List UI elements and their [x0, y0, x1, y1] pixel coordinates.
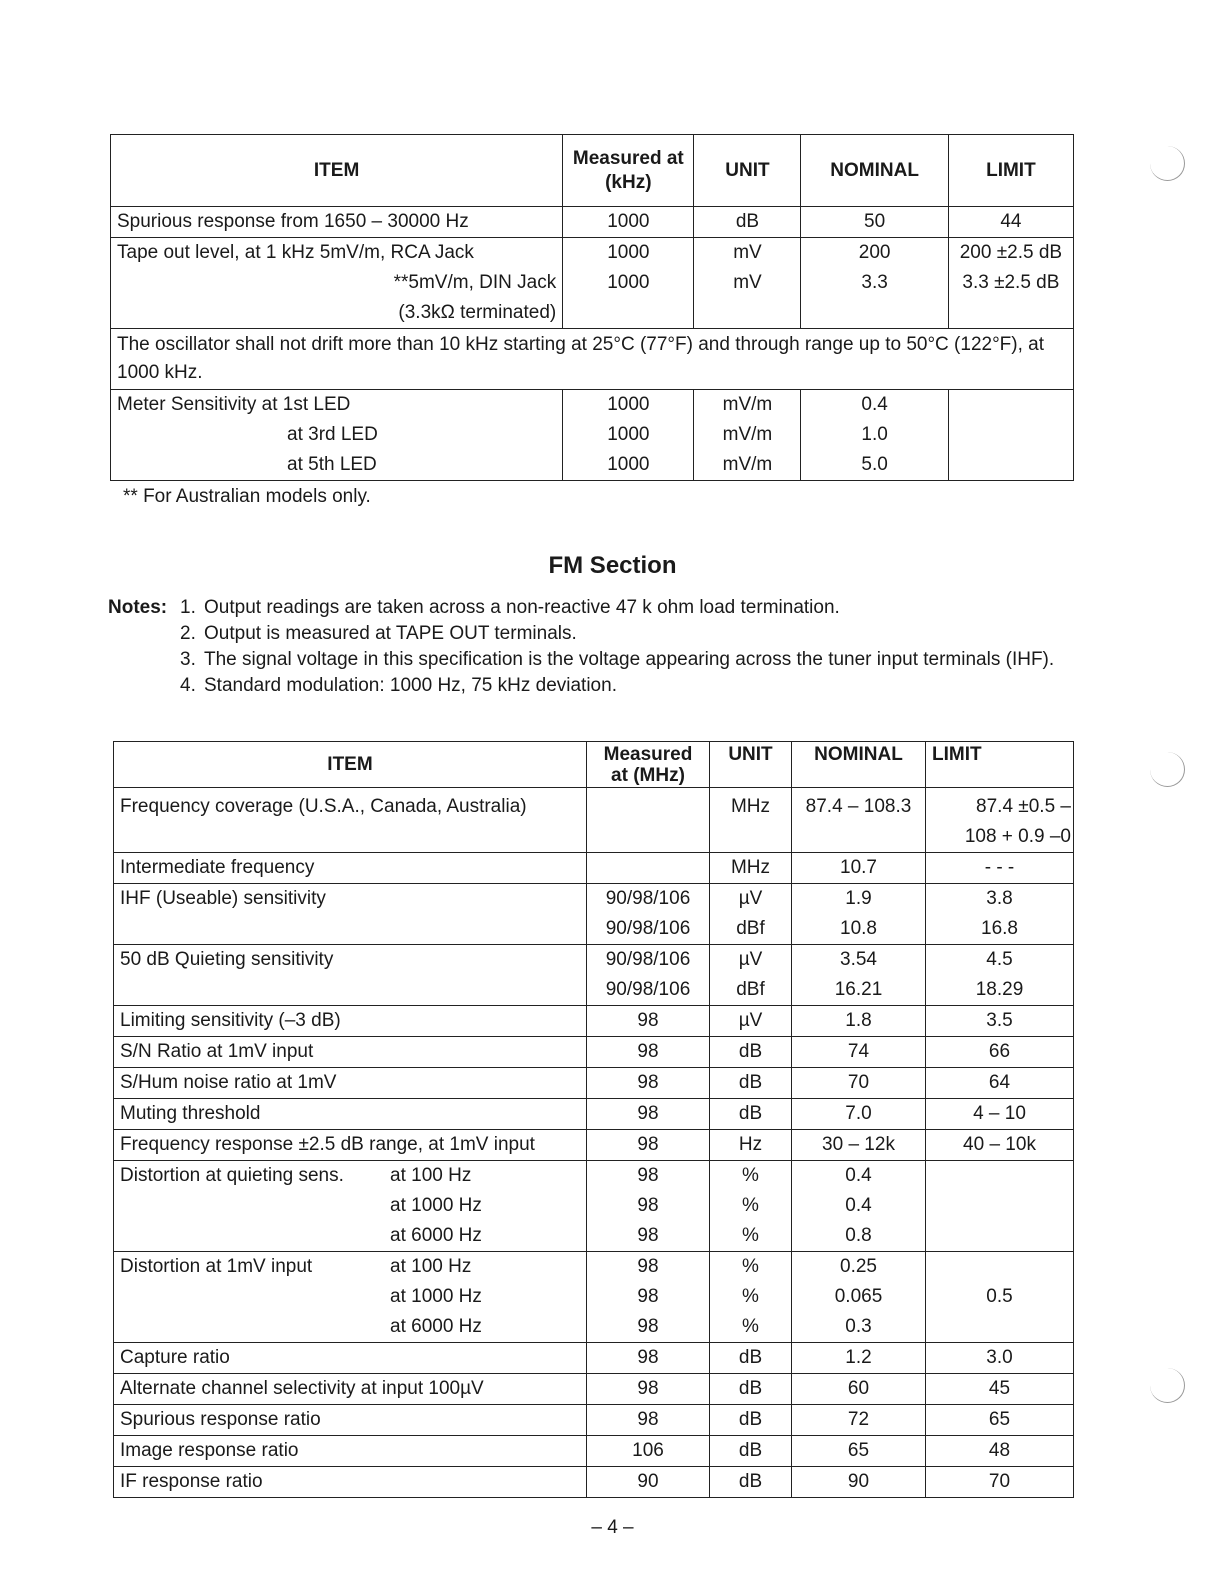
header-item: ITEM	[114, 742, 587, 788]
unit-cell: dB	[710, 1099, 792, 1130]
table-row	[114, 1436, 1074, 1467]
table-header-row	[114, 742, 1074, 788]
value: 98	[637, 1165, 659, 1186]
nominal-cell	[792, 945, 926, 1006]
nominal-cell: 65	[792, 1436, 926, 1467]
measured-cell	[587, 788, 710, 853]
value: 5.0	[861, 454, 888, 475]
measured-cell: 98	[587, 1405, 710, 1436]
value: 90/98/106	[605, 949, 691, 970]
value: 98	[637, 1225, 659, 1246]
value: 3.3	[861, 272, 888, 293]
value: 200	[858, 242, 891, 263]
value: mV/m	[722, 454, 773, 475]
item-cell	[111, 390, 563, 481]
footnote: ** For Australian models only.	[123, 486, 371, 507]
value: 0.065	[834, 1286, 883, 1307]
value: %	[742, 1286, 759, 1307]
item-cell: Capture ratio	[114, 1343, 587, 1374]
header-measured: Measured at (MHz)	[587, 742, 710, 788]
table-row	[111, 207, 1074, 238]
item-cell: Alternate channel selectivity at input 100µV	[114, 1374, 587, 1405]
list-item	[180, 647, 1070, 673]
item-line: at 100 Hz	[390, 1165, 472, 1186]
table-row	[114, 1467, 1074, 1498]
limit-cell: - - -	[926, 853, 1074, 884]
table-row	[114, 1343, 1074, 1374]
item-cell: Spurious response ratio	[114, 1405, 587, 1436]
unit-cell: dB	[710, 1037, 792, 1068]
measured-cell	[587, 884, 710, 945]
item-cell	[111, 238, 563, 329]
limit-cell: 40 – 10k	[926, 1130, 1074, 1161]
measured-cell	[587, 1161, 710, 1252]
fm-spec-table	[113, 741, 1074, 1498]
value: %	[742, 1316, 759, 1337]
value: 0.8	[845, 1225, 872, 1246]
value: µV	[738, 888, 763, 909]
unit-cell: dB	[710, 1068, 792, 1099]
note-text: Output is measured at TAPE OUT terminals.	[204, 623, 577, 644]
value: 3.8	[986, 888, 1013, 909]
item-cell: Image response ratio	[114, 1436, 587, 1467]
limit-cell: 3.0	[926, 1343, 1074, 1374]
header-unit: UNIT	[694, 135, 801, 207]
item-line: Distortion at 1mV input	[120, 1256, 313, 1277]
unit-cell: dB	[694, 207, 801, 238]
measured-cell	[587, 945, 710, 1006]
nominal-cell: 90	[792, 1467, 926, 1498]
item-line: at 1000 Hz	[390, 1195, 482, 1216]
value: 1000	[607, 454, 650, 475]
limit-cell	[926, 1161, 1074, 1252]
value: 0.4	[861, 394, 888, 415]
value: 98	[637, 1316, 659, 1337]
nominal-cell: 1.8	[792, 1006, 926, 1037]
item-cell: 50 dB Quieting sensitivity	[114, 945, 587, 1006]
value: %	[742, 1225, 759, 1246]
nominal-cell	[801, 390, 948, 481]
item-line: at 3rd LED	[287, 424, 378, 445]
item-cell: S/Hum noise ratio at 1mV	[114, 1068, 587, 1099]
value: 0.4	[845, 1165, 872, 1186]
header-nominal: NOMINAL	[792, 742, 926, 788]
notes-list	[180, 595, 1070, 699]
limit-cell: 0.5	[926, 1252, 1074, 1343]
header-measured: Measured at (kHz)	[563, 135, 694, 207]
value: µV	[738, 949, 763, 970]
item-line: at 6000 Hz	[390, 1316, 482, 1337]
measured-cell	[587, 1252, 710, 1343]
measured-cell: 98	[587, 1343, 710, 1374]
nominal-cell	[792, 1161, 926, 1252]
table-row	[114, 1405, 1074, 1436]
measured-cell: 90	[587, 1467, 710, 1498]
value: mV	[733, 242, 762, 263]
item-line: Tape out level, at 1 kHz 5mV/m, RCA Jack	[117, 242, 474, 263]
limit-cell: 3.5	[926, 1006, 1074, 1037]
value: 18.29	[975, 979, 1024, 1000]
header-unit: UNIT	[710, 742, 792, 788]
note-text: Standard modulation: 1000 Hz, 75 kHz deviation.	[204, 675, 617, 696]
table-row	[114, 1068, 1074, 1099]
value: 16.8	[981, 918, 1018, 939]
unit-cell: dB	[710, 1405, 792, 1436]
header-limit: LIMIT	[926, 742, 1074, 788]
limit-cell: 70	[926, 1467, 1074, 1498]
table-row	[114, 1099, 1074, 1130]
value: 1000	[607, 242, 650, 263]
limit-cell: 64	[926, 1068, 1074, 1099]
value: 3.54	[840, 949, 877, 970]
item-cell: Intermediate frequency	[114, 853, 587, 884]
limit-cell	[948, 238, 1073, 329]
table-row	[114, 884, 1074, 945]
item-line: **5mV/m, DIN Jack	[393, 272, 557, 293]
item-line: Distortion at quieting sens.	[120, 1165, 344, 1186]
value: 1000	[607, 424, 650, 445]
binder-hole-icon	[1150, 146, 1185, 181]
limit-cell	[926, 945, 1074, 1006]
value: dBf	[736, 918, 765, 939]
item-line: at 6000 Hz	[390, 1225, 482, 1246]
unit-cell: dB	[710, 1343, 792, 1374]
unit-cell	[710, 884, 792, 945]
value: %	[742, 1256, 759, 1277]
value: 200 ±2.5 dB	[959, 242, 1063, 263]
item-cell: Spurious response from 1650 – 30000 Hz	[111, 207, 563, 238]
value: mV/m	[722, 394, 773, 415]
note-number: 2.	[180, 623, 196, 644]
binder-hole-icon	[1150, 1368, 1185, 1403]
binder-hole-icon	[1150, 752, 1185, 787]
value: 1000	[607, 394, 650, 415]
table-row	[114, 1006, 1074, 1037]
value: mV	[733, 272, 762, 293]
item-line: at 100 Hz	[390, 1256, 472, 1277]
nominal-cell	[792, 884, 926, 945]
table-row	[111, 238, 1074, 329]
unit-cell: dB	[710, 1436, 792, 1467]
item-cell: Frequency coverage (U.S.A., Canada, Australia)	[114, 788, 587, 853]
limit-cell: 44	[948, 207, 1073, 238]
value: 4.5	[986, 949, 1013, 970]
limit-cell: 4 – 10	[926, 1099, 1074, 1130]
list-item	[180, 621, 1070, 647]
value: 1.9	[845, 888, 872, 909]
value: dBf	[736, 979, 765, 1000]
table-row	[114, 1374, 1074, 1405]
unit-cell: MHz	[710, 788, 792, 853]
value: 87.4 ±0.5 –	[976, 796, 1071, 817]
table-row	[114, 1130, 1074, 1161]
value: 3.3 ±2.5 dB	[962, 272, 1060, 293]
measured-cell: 98	[587, 1374, 710, 1405]
nominal-cell: 87.4 – 108.3	[792, 788, 926, 853]
item-line: at 1000 Hz	[390, 1286, 482, 1307]
header-limit: LIMIT	[948, 135, 1073, 207]
limit-cell: 48	[926, 1436, 1074, 1467]
unit-cell	[710, 1252, 792, 1343]
measured-cell: 98	[587, 1037, 710, 1068]
item-cell: IHF (Useable) sensitivity	[114, 884, 587, 945]
value: 0.3	[845, 1316, 872, 1337]
item-cell: S/N Ratio at 1mV input	[114, 1037, 587, 1068]
item-line: at 5th LED	[287, 454, 377, 475]
note-text: Output readings are taken across a non-reactive 47 k ohm load termination.	[204, 597, 840, 618]
value: %	[742, 1165, 759, 1186]
unit-cell: dB	[710, 1374, 792, 1405]
measured-cell: 98	[587, 1068, 710, 1099]
item-cell: Limiting sensitivity (–3 dB)	[114, 1006, 587, 1037]
item-cell: Frequency response ±2.5 dB range, at 1mV input	[114, 1130, 587, 1161]
value: 98	[637, 1286, 659, 1307]
item-line: Meter Sensitivity at 1st LED	[117, 394, 351, 415]
value: 90/98/106	[605, 979, 691, 1000]
page-number: – 4 –	[591, 1517, 634, 1538]
value: 90/98/106	[605, 918, 691, 939]
item-line: (3.3kΩ terminated)	[398, 302, 557, 323]
value: 16.21	[834, 979, 883, 1000]
note-text: The signal voltage in this specification is the voltage appearing across the tuner input terminals (IHF).	[204, 649, 1055, 670]
limit-cell: 65	[926, 1405, 1074, 1436]
note-number: 4.	[180, 675, 196, 696]
notes-label: Notes:	[108, 597, 168, 618]
unit-cell	[694, 238, 801, 329]
measured-cell: 98	[587, 1006, 710, 1037]
item-cell	[114, 1161, 587, 1252]
nominal-cell: 1.2	[792, 1343, 926, 1374]
measured-cell: 1000	[563, 207, 694, 238]
unit-cell	[694, 390, 801, 481]
value: 98	[637, 1195, 659, 1216]
table-row	[111, 329, 1074, 390]
measured-cell: 106	[587, 1436, 710, 1467]
measured-cell: 98	[587, 1130, 710, 1161]
limit-cell	[926, 788, 1074, 853]
table-header-row	[111, 135, 1074, 207]
oscillator-drift-note: The oscillator shall not drift more than 10 kHz starting at 25°C (77°F) and through range up to 50°C (122°F), at 1000 kHz.	[111, 329, 1074, 390]
value: 90/98/106	[605, 888, 691, 909]
section-title: FM Section	[548, 552, 677, 579]
nominal-cell: 72	[792, 1405, 926, 1436]
measured-cell	[563, 390, 694, 481]
nominal-cell: 74	[792, 1037, 926, 1068]
item-cell: IF response ratio	[114, 1467, 587, 1498]
header-nominal: NOMINAL	[801, 135, 948, 207]
list-item	[180, 595, 1070, 621]
value: mV/m	[722, 424, 773, 445]
value: 108 + 0.9 –0	[964, 826, 1071, 847]
value: 10.8	[840, 918, 877, 939]
value: %	[742, 1195, 759, 1216]
nominal-cell: 30 – 12k	[792, 1130, 926, 1161]
measured-cell	[587, 853, 710, 884]
limit-cell	[948, 390, 1073, 481]
table-row	[114, 1161, 1074, 1252]
note-number: 3.	[180, 649, 196, 670]
table-row	[114, 1252, 1074, 1343]
header-item: ITEM	[111, 135, 563, 207]
item-cell: Muting threshold	[114, 1099, 587, 1130]
unit-cell: dB	[710, 1467, 792, 1498]
unit-cell: Hz	[710, 1130, 792, 1161]
nominal-cell	[801, 238, 948, 329]
unit-cell: µV	[710, 1006, 792, 1037]
nominal-cell: 60	[792, 1374, 926, 1405]
limit-cell	[926, 884, 1074, 945]
note-number: 1.	[180, 597, 196, 618]
limit-cell: 66	[926, 1037, 1074, 1068]
value: 1.0	[861, 424, 888, 445]
list-item	[180, 673, 1070, 699]
nominal-cell	[792, 1252, 926, 1343]
nominal-cell: 10.7	[792, 853, 926, 884]
measured-cell: 98	[587, 1099, 710, 1130]
unit-cell	[710, 945, 792, 1006]
table-row	[114, 945, 1074, 1006]
nominal-cell: 70	[792, 1068, 926, 1099]
value: 1000	[607, 272, 650, 293]
nominal-cell: 7.0	[792, 1099, 926, 1130]
unit-cell	[710, 1161, 792, 1252]
table-row	[111, 390, 1074, 481]
value: 98	[637, 1256, 659, 1277]
am-spec-table	[110, 134, 1074, 481]
table-row	[114, 853, 1074, 884]
measured-cell	[563, 238, 694, 329]
unit-cell: MHz	[710, 853, 792, 884]
table-row	[114, 1037, 1074, 1068]
table-row	[114, 788, 1074, 853]
value: 0.4	[845, 1195, 872, 1216]
item-cell	[114, 1252, 587, 1343]
limit-cell: 45	[926, 1374, 1074, 1405]
value: 0.25	[840, 1256, 877, 1277]
nominal-cell: 50	[801, 207, 948, 238]
